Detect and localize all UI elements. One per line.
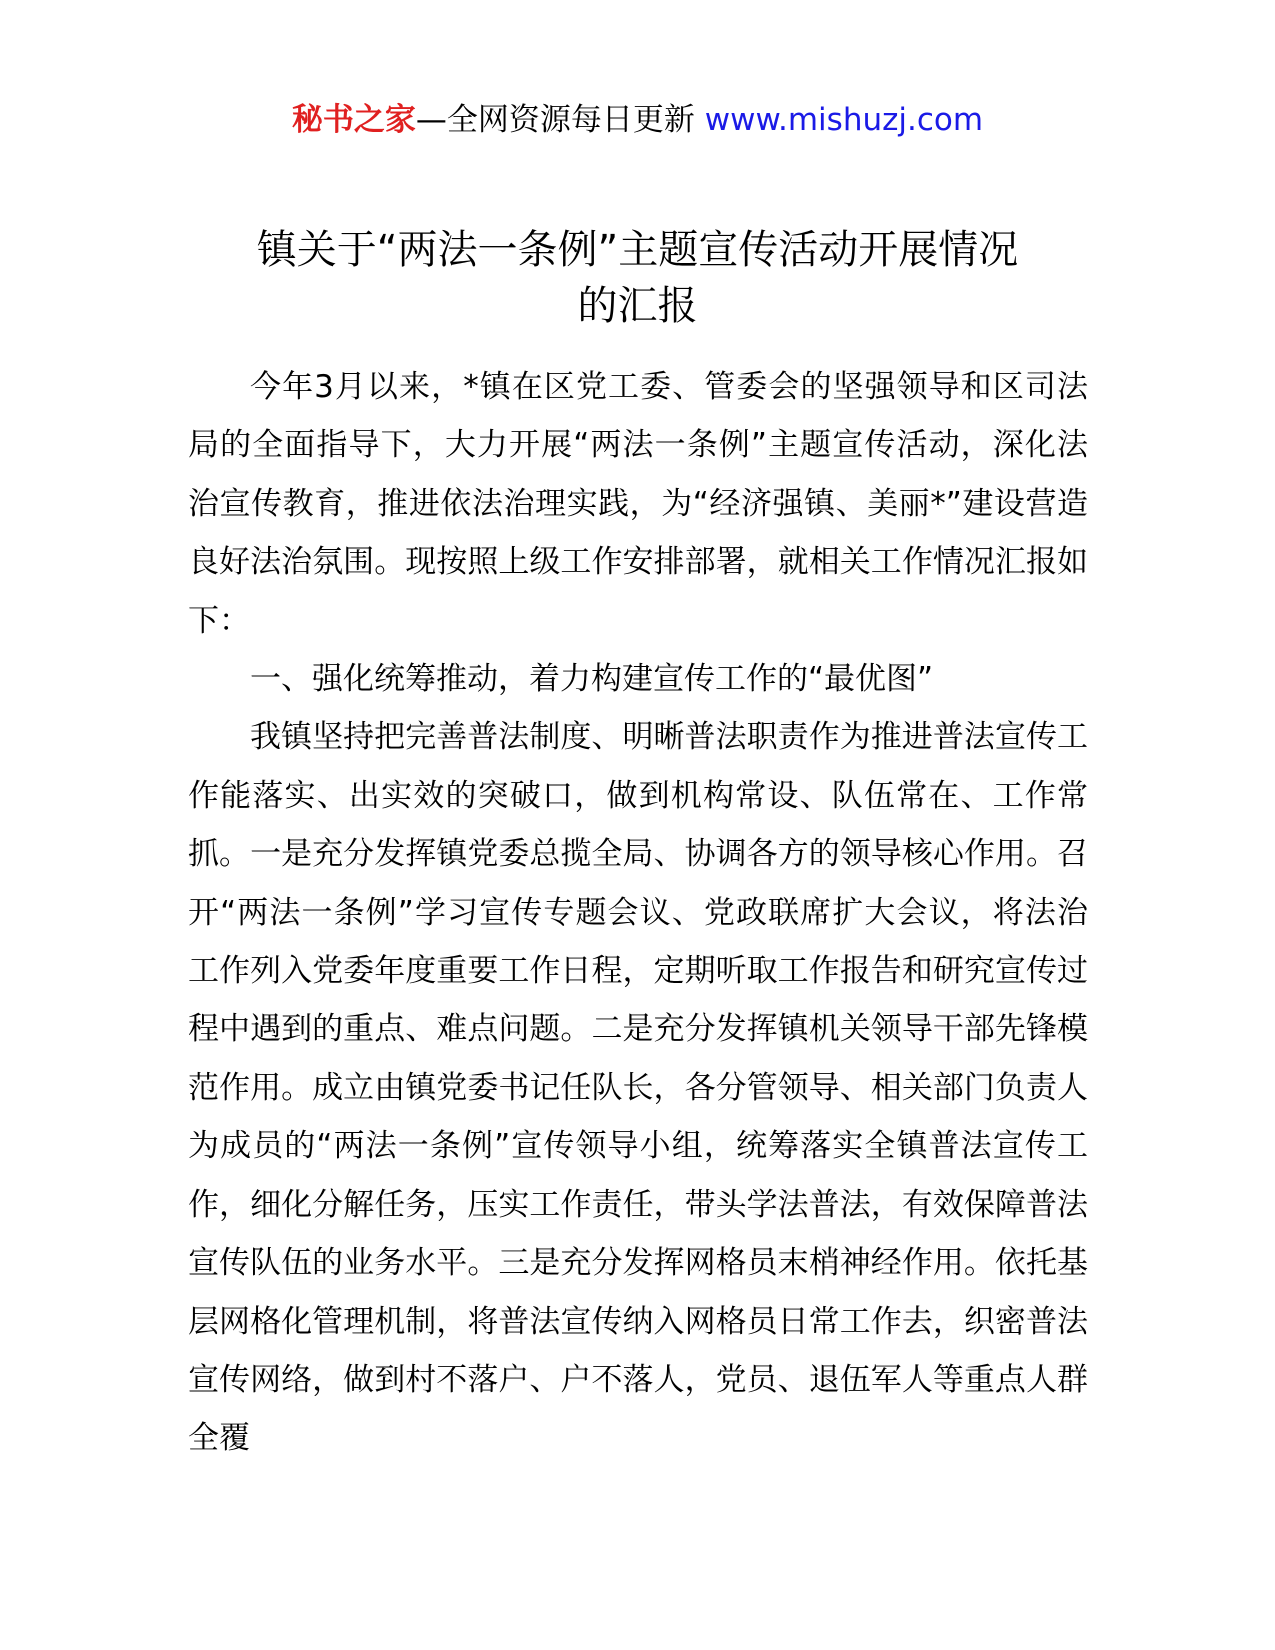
intro-paragraph: 今年3月以来，*镇在区党工委、管委会的坚强领导和区司法局的全面指导下，大力开展“两法一条例”主题宣传活动，深化法治宣传教育，推进依法治理实践，为“经济强镇、美丽*”建设营造良好法治氛围。现按照上级工作安排部署，就相关工作情况汇报如下： (188, 369, 1088, 639)
site-brand: 秘书之家 (291, 102, 416, 138)
site-tagline: —全网资源每日更新 (415, 102, 705, 138)
document-title (185, 222, 1090, 334)
site-banner (0, 98, 1275, 142)
section-heading-1: 一、强化统筹推动，着力构建宣传工作的“最优图” (250, 661, 934, 698)
document-body (188, 358, 1088, 1468)
body-paragraph: 我镇坚持把完善普法制度、明晰普法职责作为推进普法宣传工作能落实、出实效的突破口，做到机构常设、队伍常在、工作常抓。一是充分发挥镇党委总揽全局、协调各方的领导核心作用。召开“两法一条例”学习宣传专题会议、党政联席扩大会议，将法治工作列入党委年度重要工作日程，定期听取工作报告和研究宣传过程中遇到的重点、难点问题。二是充分发挥镇机关领导干部先锋模范作用。成立由镇党委书记任队长，各分管领导、相关部门负责人为成员的“两法一条例”宣传领导小组，统筹落实全镇普法宣传工作，细化分解任务，压实工作责任，带头学法普法，有效保障普法宣传队伍的业务水平。三是充分发挥网格员末梢神经作用。依托基层网格化管理机制，将普法宣传纳入网格员日常工作去，织密普法宣传网络，做到村不落户、户不落人，党员、退伍军人等重点人群全覆 (188, 719, 1088, 1457)
title-line-2: 的汇报 (577, 283, 698, 329)
site-url[interactable]: www.mishuzj.com (704, 102, 984, 138)
title-line-1: 镇关于“两法一条例”主题宣传活动开展情况 (256, 227, 1019, 273)
